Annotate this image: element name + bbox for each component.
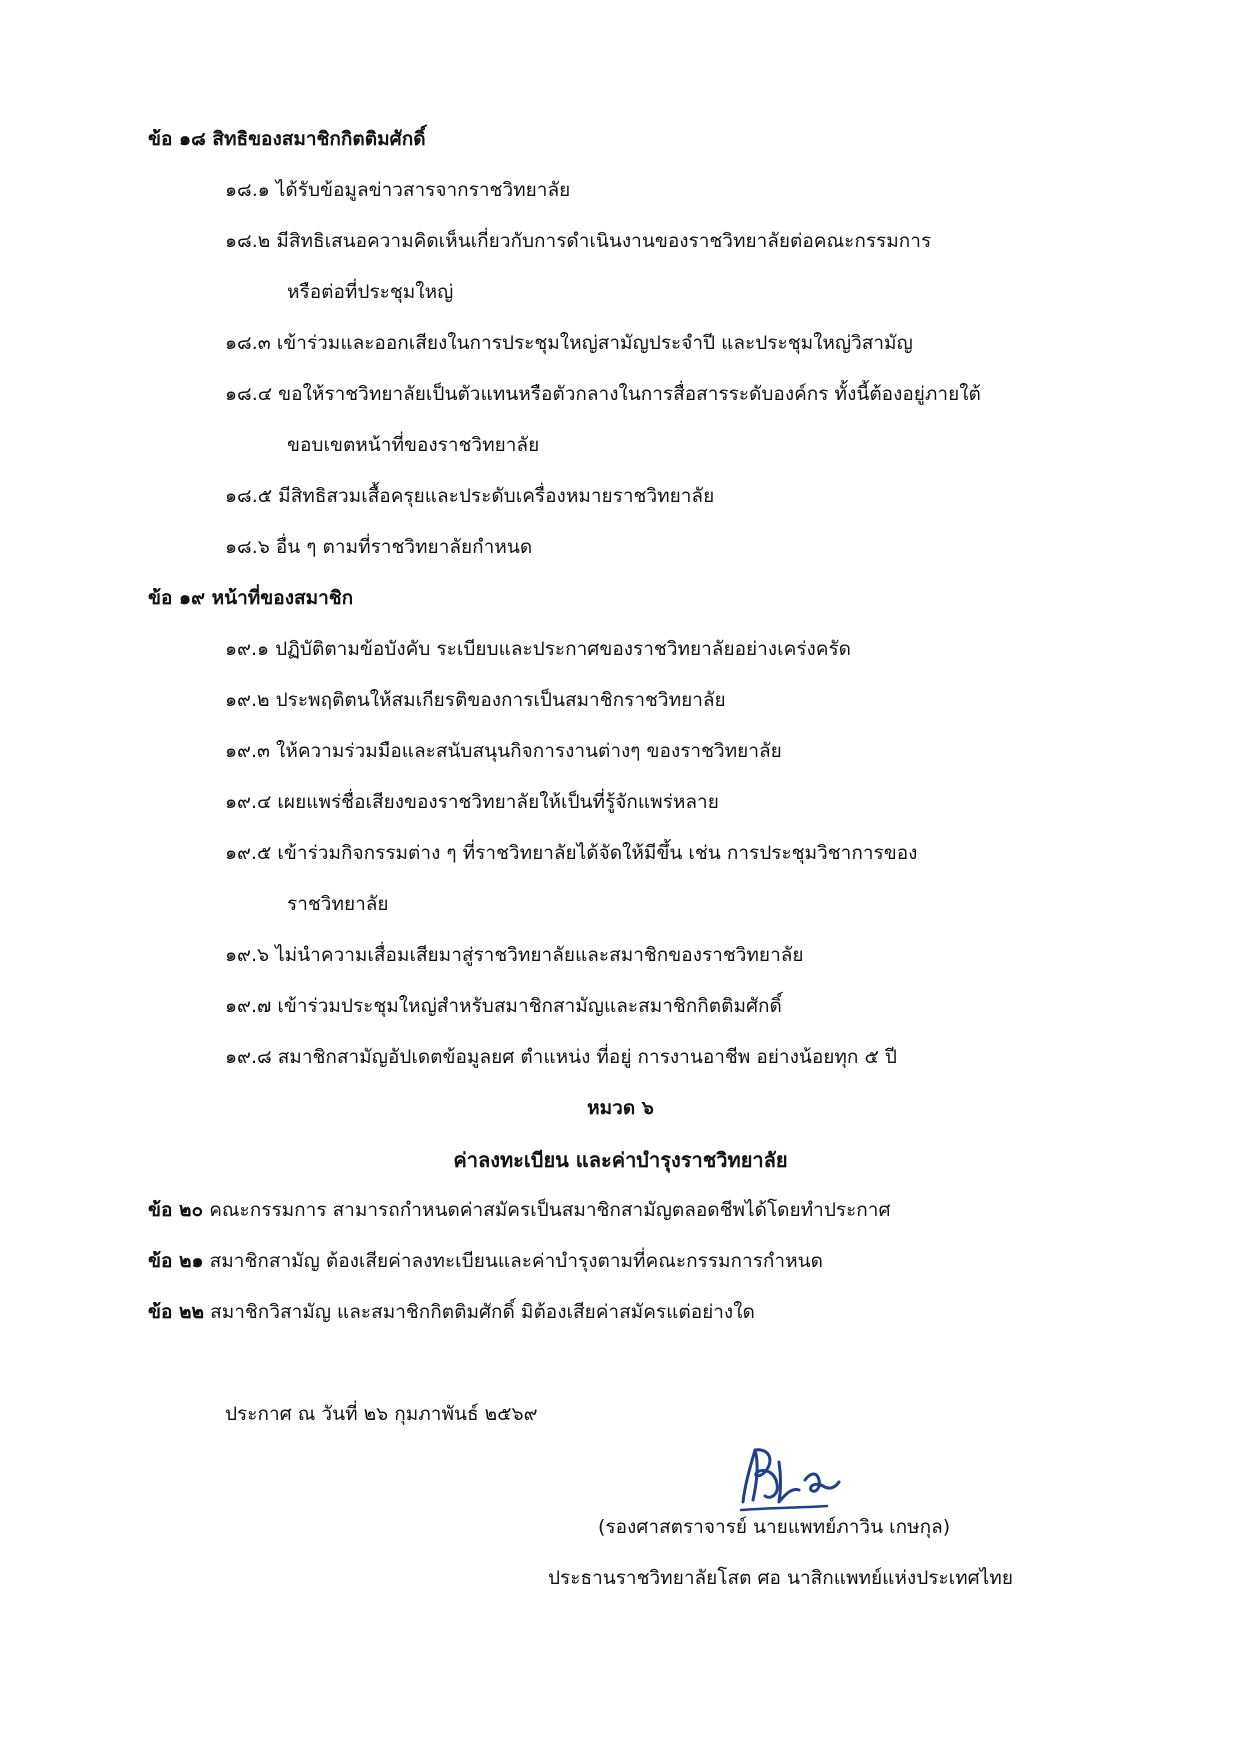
item-19-3: ๑๙.๓ ให้ความร่วมมือและสนับสนุนกิจการงานต่างๆ ของราชวิทยาลัย [225, 740, 782, 762]
clause-22 [148, 1303, 755, 1322]
signatory-position: ประธานราชวิทยาลัยโสต ศอ นาสิกแพทย์แห่งประเทศไทย [548, 1567, 1013, 1589]
item-18-2-continued: หรือต่อที่ประชุมใหญ่ [287, 281, 454, 303]
section-19-heading: ข้อ ๑๙ หน้าที่ของสมาชิก [148, 587, 354, 609]
item-19-8: ๑๙.๘ สมาชิกสามัญอัปเดตข้อมูลยศ ตำแหน่ง ที่อยู่ การงานอาชีพ อย่างน้อยทุก ๕ ปี [225, 1046, 897, 1068]
chapter-title: ค่าลงทะเบียน และค่าบำรุงราชวิทยาลัย [453, 1148, 788, 1172]
item-19-5-continued: ราชวิทยาลัย [287, 893, 389, 915]
section-18-heading: ข้อ ๑๘ สิทธิของสมาชิกกิตติมศักดิ์ [148, 128, 426, 150]
item-19-7: ๑๙.๗ เข้าร่วมประชุมใหญ่สำหรับสมาชิกสามัญและสมาชิกกิตติมศักดิ์ [225, 995, 782, 1017]
item-19-4: ๑๙.๔ เผยแพร่ชื่อเสียงของราชวิทยาลัยให้เป็นที่รู้จักแพร่หลาย [225, 791, 719, 813]
clause-21 [148, 1252, 823, 1271]
item-18-6: ๑๘.๖ อื่น ๆ ตามที่ราชวิทยาลัยกำหนด [225, 536, 533, 558]
item-18-2: ๑๘.๒ มีสิทธิเสนอความคิดเห็นเกี่ยวกับการดำเนินงานของราชวิทยาลัยต่อคณะกรรมการ [225, 230, 932, 252]
announcement-date: ประกาศ ณ วันที่ ๒๖ กุมภาพันธ์ ๒๕๖๙ [225, 1403, 538, 1425]
clause-label: ข้อ ๒๐ [148, 1199, 204, 1221]
clause-20 [148, 1201, 891, 1220]
item-19-6: ๑๙.๖ ไม่นำความเสื่อมเสียมาสู่ราชวิทยาลัยและสมาชิกของราชวิทยาลัย [225, 944, 804, 966]
item-18-3: ๑๘.๓ เข้าร่วมและออกเสียงในการประชุมใหญ่สามัญประจำปี และประชุมใหญ่วิสามัญ [225, 332, 913, 354]
item-18-4: ๑๘.๔ ขอให้ราชวิทยาลัยเป็นตัวแทนหรือตัวกลางในการสื่อสารระดับองค์กร ทั้งนี้ต้องอยู่ภายใต้ [225, 383, 981, 405]
signatory-name: (รองศาสตราจารย์ นายแพทย์ภาวิน เกษกุล) [598, 1516, 951, 1538]
clause-text: สมาชิกสามัญ ต้องเสียค่าลงทะเบียนและค่าบำรุงตามที่คณะกรรมการกำหนด [209, 1250, 823, 1272]
clause-label: ข้อ ๒๒ [148, 1301, 205, 1323]
signature-image [735, 1442, 855, 1517]
clause-label: ข้อ ๒๑ [148, 1250, 204, 1272]
item-19-2: ๑๙.๒ ประพฤติตนให้สมเกียรติของการเป็นสมาชิกราชวิทยาลัย [225, 689, 726, 711]
item-18-1: ๑๘.๑ ได้รับข้อมูลข่าวสารจากราชวิทยาลัย [225, 179, 571, 201]
chapter-number: หมวด ๖ [587, 1097, 654, 1119]
clause-text: คณะกรรมการ สามารถกำหนดค่าสมัครเป็นสมาชิกสามัญตลอดชีพได้โดยทำประกาศ [209, 1199, 891, 1221]
item-19-1: ๑๙.๑ ปฏิบัติตามข้อบังคับ ระเบียบและประกาศของราชวิทยาลัยอย่างเคร่งครัด [225, 638, 852, 660]
clause-text: สมาชิกวิสามัญ และสมาชิกกิตติมศักดิ์ มิต้องเสียค่าสมัครแต่อย่างใด [210, 1301, 755, 1323]
item-19-5: ๑๙.๕ เข้าร่วมกิจกรรมต่าง ๆ ที่ราชวิทยาลัยได้จัดให้มีขึ้น เช่น การประชุมวิชาการของ [225, 842, 918, 864]
item-18-5: ๑๘.๕ มีสิทธิสวมเสื้อครุยและประดับเครื่องหมายราชวิทยาลัย [225, 485, 715, 507]
item-18-4-continued: ขอบเขตหน้าที่ของราชวิทยาลัย [287, 434, 540, 456]
